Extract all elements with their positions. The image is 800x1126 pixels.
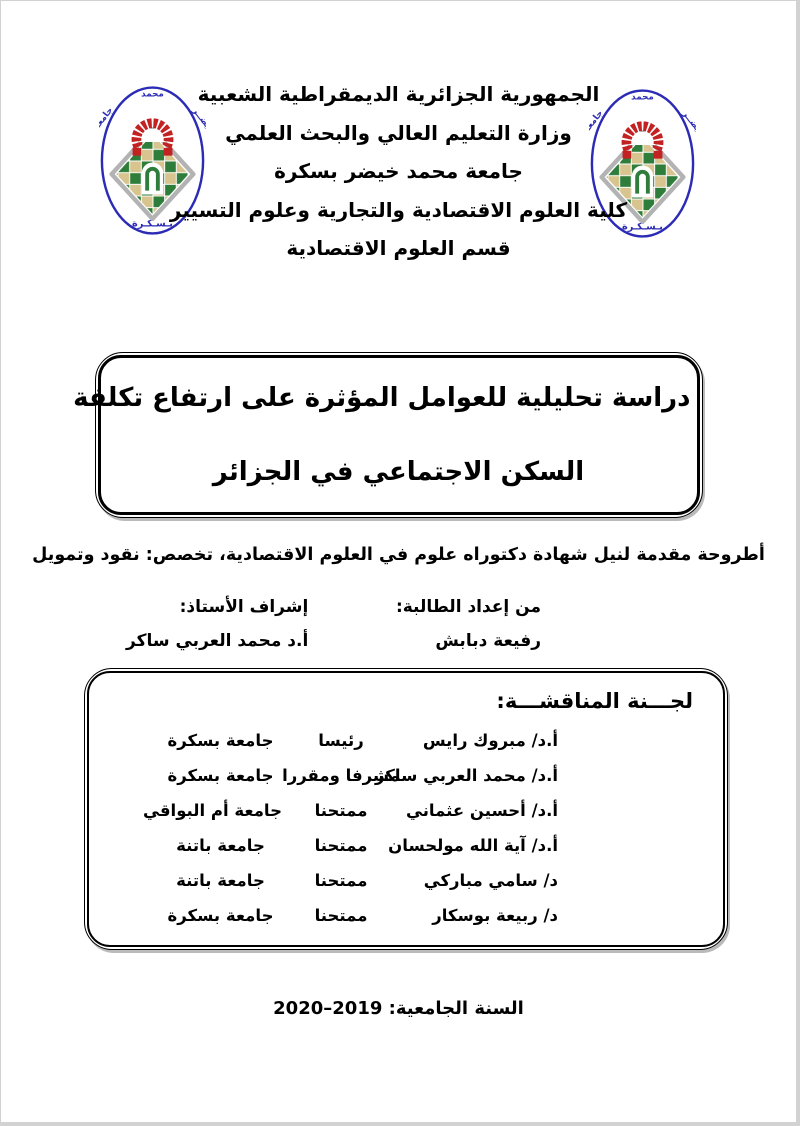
committee-row bbox=[159, 863, 558, 898]
supervisor-name: أ.د محمد العربي ساكر bbox=[126, 630, 309, 651]
committee-table bbox=[89, 723, 723, 933]
header-line-university: جامعة محمد خيضر بسكرة bbox=[274, 159, 523, 183]
member-university: جامعة باتنة bbox=[176, 870, 265, 890]
member-name: أ.د/ محمد العربي ساكر bbox=[375, 765, 558, 785]
committee-row bbox=[159, 723, 558, 758]
member-university: جامعة باتنة bbox=[176, 835, 265, 855]
thesis-title-line1: دراسة تحليلية للعوامل المؤثرة على ارتفاع تكلفة bbox=[73, 382, 691, 413]
thesis-title-line2: السكن الاجتماعي في الجزائر bbox=[212, 456, 585, 487]
institution-header bbox=[1, 1, 796, 268]
member-name: د/ ربيعة بوسكار bbox=[432, 905, 558, 925]
committee-row bbox=[143, 793, 558, 828]
committee-row bbox=[159, 758, 558, 793]
member-name: أ.د/ مبروك رايس bbox=[422, 730, 558, 750]
academic-year: السنة الجامعية: 2019–2020 bbox=[273, 997, 524, 1019]
member-role: رئيسا bbox=[318, 730, 364, 750]
committee-box bbox=[84, 668, 728, 950]
member-name: أ.د/ آية الله مولحسان bbox=[388, 835, 558, 855]
member-university: جامعة بسكرة bbox=[167, 905, 274, 925]
member-name: د/ سامي مباركي bbox=[423, 870, 558, 890]
supervisor-label: إشراف الأستاذ: bbox=[179, 596, 309, 617]
supervisor-column bbox=[126, 590, 308, 658]
thesis-title-box bbox=[73, 352, 703, 518]
member-role: ممتحنا bbox=[314, 835, 368, 855]
member-name: أ.د/ أحسين عثماني bbox=[406, 800, 558, 820]
thesis-subtitle: أطروحة مقدمة لنيل شهادة دكتوراه علوم في العلوم الاقتصادية، تخصص: نقود وتمويل bbox=[32, 544, 765, 565]
member-role: ممتحنا bbox=[314, 870, 368, 890]
header-line-faculty: كلية العلوم الاقتصادية والتجارية وعلوم التسيير bbox=[169, 197, 628, 222]
header-line-ministry: وزارة التعليم العالي والبحث العلمي bbox=[225, 120, 572, 145]
student-column bbox=[396, 590, 541, 658]
header-line-department: قسم العلوم الاقتصادية bbox=[286, 236, 511, 260]
student-name: رفيعة دبابش bbox=[435, 630, 541, 651]
member-role: ممتحنا bbox=[314, 905, 368, 925]
committee-heading: لجـــنة المناقشـــة: bbox=[496, 688, 693, 713]
preparation-section bbox=[1, 590, 796, 658]
member-university: جامعة بسكرة bbox=[167, 765, 274, 785]
committee-row bbox=[159, 828, 558, 863]
member-role: ممتحنا bbox=[314, 800, 368, 820]
header-line-republic: الجمهورية الجزائرية الديمقراطية الشعبية bbox=[197, 82, 600, 106]
member-university: جامعة بسكرة bbox=[167, 730, 274, 750]
committee-row bbox=[159, 898, 558, 933]
student-label: من إعداد الطالبة: bbox=[395, 596, 541, 617]
member-university: جامعة أم البواقي bbox=[143, 800, 282, 820]
member-role: مشرفا ومقررا bbox=[282, 765, 400, 785]
